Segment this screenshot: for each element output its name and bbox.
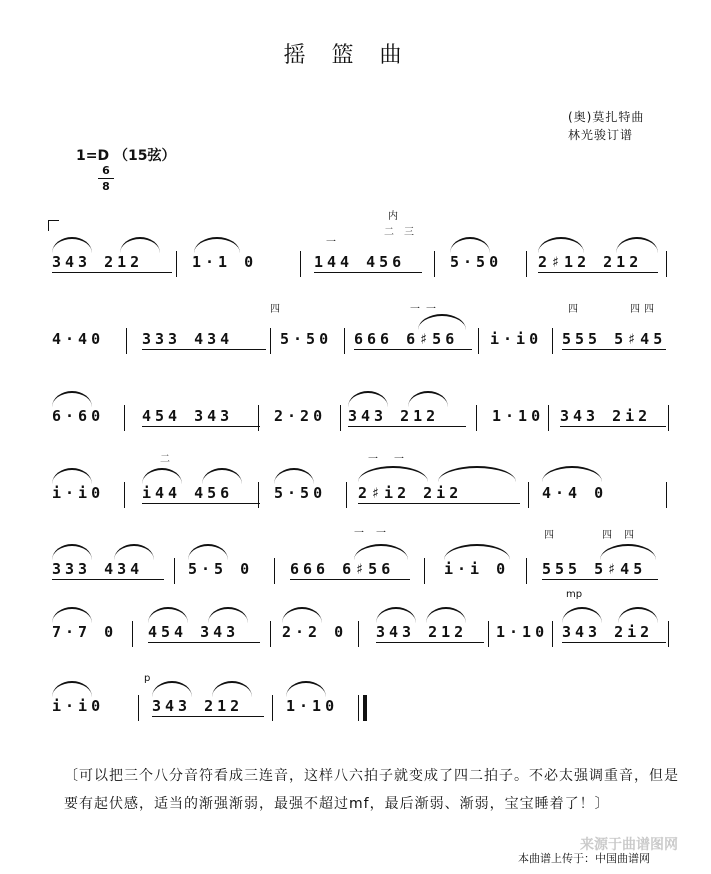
bar-line [340, 405, 341, 431]
beam-line [152, 716, 264, 717]
notation-group: 5·50 [274, 484, 327, 502]
bar-line [552, 328, 553, 354]
slur [354, 544, 408, 560]
notation-group: 343 2i2 [560, 407, 652, 425]
notation-group: 1·10 [496, 623, 549, 641]
slur [52, 468, 92, 484]
slur [618, 607, 658, 623]
string-mark: 一 [354, 528, 364, 539]
beam-line [52, 272, 172, 273]
slur [438, 466, 516, 482]
slur [348, 391, 388, 407]
notation-group: 7·7 0 [52, 623, 118, 641]
final-bar-line [358, 695, 367, 721]
notation-group: 343 212 [152, 697, 244, 715]
beam-line [314, 272, 422, 273]
slur [562, 607, 602, 623]
notation-group: 666 6♯56 [290, 560, 395, 578]
beam-line [354, 349, 472, 350]
slur [212, 681, 252, 697]
beam-line [538, 272, 658, 273]
bar-line [124, 482, 125, 508]
watermark: 来源于曲谱图网 [580, 837, 678, 853]
slur [444, 544, 510, 560]
notation-group: 343 212 [348, 407, 440, 425]
slur [600, 544, 656, 560]
beam-line [142, 426, 260, 427]
notation-group: i44 456 [142, 484, 234, 502]
slur [148, 607, 188, 623]
slur [542, 466, 602, 482]
bar-line [132, 621, 133, 647]
bar-line [488, 621, 489, 647]
bar-line [476, 405, 477, 431]
beam-line [348, 426, 466, 427]
beam-line [148, 642, 260, 643]
slur [52, 237, 92, 253]
time-numerator: 6 [102, 164, 110, 177]
notation-group: 555 5♯45 [562, 330, 667, 348]
notation-group: 144 456 [314, 253, 406, 271]
notation-group: 454 343 [142, 407, 234, 425]
time-denominator: 8 [102, 180, 110, 193]
performance-note: 〔可以把三个八分音符看成三连音，这样八六拍子就变成了四二拍子。不必太强调重音，但是要有起伏感，适当的渐强渐弱，最强不超过mf，最后渐弱、渐弱，宝宝睡着了！〕 [64, 768, 679, 812]
notation-group: 343 2i2 [562, 623, 654, 641]
beam-line [52, 579, 164, 580]
system-bracket [48, 220, 59, 231]
notation-group: 5·50 [450, 253, 503, 271]
notation-group: 555 5♯45 [542, 560, 647, 578]
slur [120, 237, 160, 253]
notation-group: 6·60 [52, 407, 105, 425]
notation-group: i·i0 [52, 697, 105, 715]
bar-line [274, 558, 275, 584]
slur [418, 314, 466, 330]
staff-row-6 [48, 589, 668, 645]
time-signature [98, 164, 114, 193]
notation-group: 343 212 [52, 253, 144, 271]
string-mark: 二 [160, 454, 170, 465]
bar-line [552, 621, 553, 647]
slur [52, 391, 92, 407]
notation-group: 1·10 [492, 407, 545, 425]
dynamic-p: p [144, 673, 151, 684]
string-mark: 三 [404, 227, 414, 238]
bar-line [124, 405, 125, 431]
bar-line [668, 621, 669, 647]
bar-line [346, 482, 347, 508]
beam-line [142, 349, 266, 350]
bar-line [424, 558, 425, 584]
slur [286, 681, 326, 697]
slur [450, 237, 490, 253]
staff-row-1 [48, 211, 668, 275]
bar-line [666, 251, 667, 277]
bar-line [270, 621, 271, 647]
string-mark: 四 [644, 304, 654, 315]
notation-group: 4·4 0 [542, 484, 608, 502]
string-mark: 一 [426, 304, 436, 315]
notation-group: 2♯i2 2i2 [358, 484, 463, 502]
slur [274, 468, 314, 484]
slur [52, 544, 92, 560]
beam-line [376, 642, 484, 643]
key-signature: 1=D （15弦） [76, 148, 176, 164]
notation-group: 2♯12 212 [538, 253, 643, 271]
string-mark: 四 [602, 530, 612, 541]
editor-credit: 林光骏订谱 [568, 128, 634, 142]
slur [358, 466, 428, 482]
staff-row-7 [48, 673, 668, 719]
notation-group: i·i0 [52, 484, 105, 502]
slur [142, 468, 182, 484]
slur [52, 681, 92, 697]
bar-line [138, 695, 139, 721]
string-mark: 一 [376, 528, 386, 539]
string-mark: 一 [394, 454, 404, 465]
notation-group: 666 6♯56 [354, 330, 459, 348]
notation-group: 1·10 [286, 697, 339, 715]
staff-row-5 [48, 528, 668, 582]
bar-line [668, 405, 669, 431]
beam-line [290, 579, 410, 580]
bar-line [258, 482, 259, 508]
slur [114, 544, 154, 560]
notation-group: 2·2 0 [282, 623, 348, 641]
notation-group: i·i0 [490, 330, 543, 348]
slur [426, 607, 466, 623]
bar-line [478, 328, 479, 354]
beam-line [560, 426, 666, 427]
source-footer: 本曲谱上传于：中国曲谱网 [518, 852, 650, 865]
beam-line [142, 503, 260, 504]
string-mark: 二 [384, 227, 394, 238]
bar-line [174, 558, 175, 584]
slur [538, 237, 584, 253]
string-mark: 四 [568, 304, 578, 315]
slur [194, 237, 240, 253]
notation-group: i·i 0 [444, 560, 510, 578]
beam-line [562, 349, 666, 350]
string-mark: 一 [326, 237, 336, 248]
slur [282, 607, 322, 623]
notation-group: 333 434 [52, 560, 144, 578]
slur [152, 681, 192, 697]
beam-line [358, 503, 520, 504]
string-mark: 一 [368, 454, 378, 465]
bar-line [528, 482, 529, 508]
bar-line [526, 251, 527, 277]
bar-line [358, 621, 359, 647]
bar-line [258, 405, 259, 431]
bar-line [666, 482, 667, 508]
slur [52, 607, 92, 623]
bar-line [176, 251, 177, 277]
notation-group: 4·40 [52, 330, 105, 348]
notation-group: 5·50 [280, 330, 333, 348]
beam-line [542, 579, 658, 580]
bar-line [300, 251, 301, 277]
staff-row-4 [48, 454, 668, 506]
bar-line [270, 328, 271, 354]
page-title: 摇篮曲 [283, 43, 428, 68]
bar-line [344, 328, 345, 354]
string-mark: 四 [624, 530, 634, 541]
slur [202, 468, 242, 484]
string-mark: 一 [410, 304, 420, 315]
bar-line [548, 405, 549, 431]
slur [408, 391, 448, 407]
composer-credit: (奥)莫扎特曲 [568, 110, 645, 124]
string-mark: 四 [270, 304, 280, 315]
slur [208, 607, 248, 623]
staff-row-2 [48, 304, 668, 352]
bar-line [126, 328, 127, 354]
dynamic-mp: mp [566, 589, 583, 600]
staff-row-3 [48, 407, 668, 429]
string-mark: 四 [544, 530, 554, 541]
slur [616, 237, 658, 253]
bar-line [526, 558, 527, 584]
beam-line [562, 642, 666, 643]
notation-group: 5·5 0 [188, 560, 254, 578]
bar-line [272, 695, 273, 721]
notation-group: 333 434 [142, 330, 234, 348]
slur [188, 544, 228, 560]
technique-mark-nei: 内 [388, 211, 398, 222]
slur [376, 607, 416, 623]
notation-group: 454 343 [148, 623, 240, 641]
notation-group: 343 212 [376, 623, 468, 641]
notation-group: 1·1 0 [192, 253, 258, 271]
string-mark: 四 [630, 304, 640, 315]
notation-group: 2·20 [274, 407, 327, 425]
bar-line [434, 251, 435, 277]
